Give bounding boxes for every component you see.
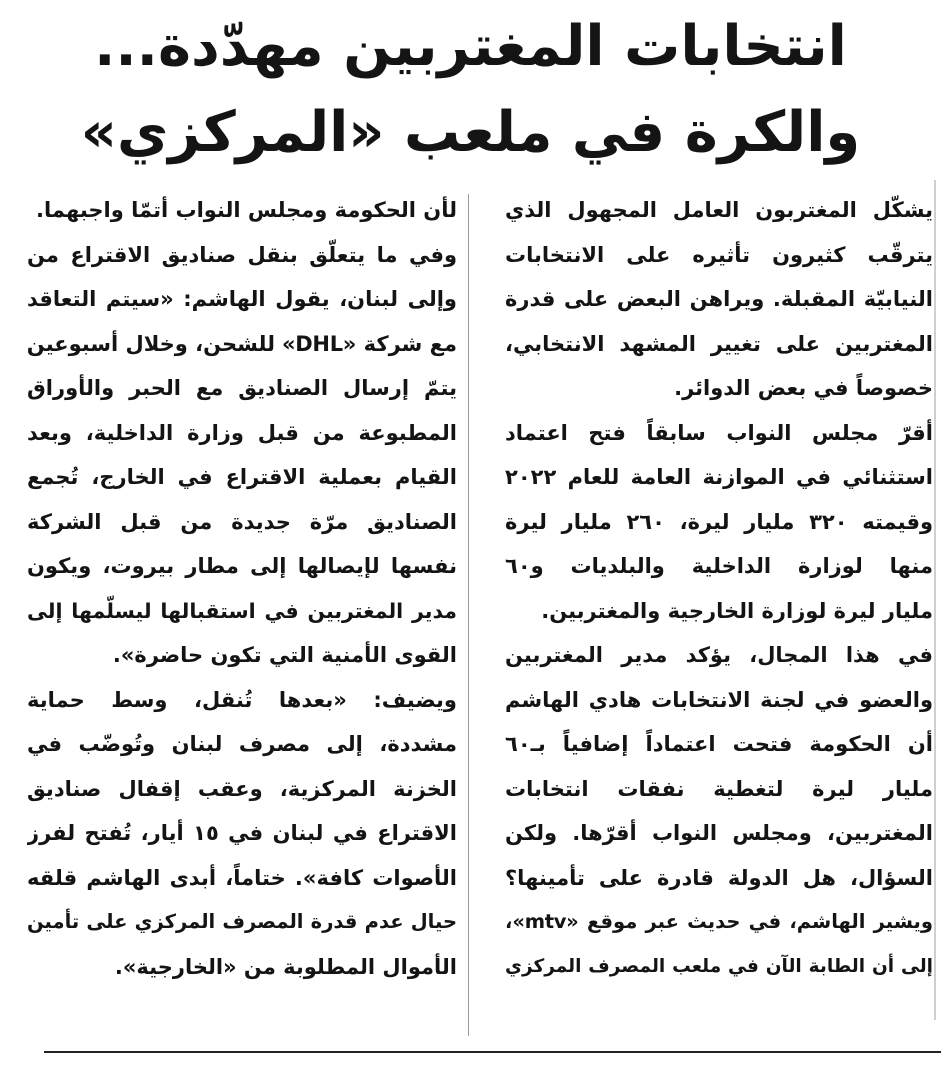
article-column-left bbox=[27, 188, 457, 1038]
text-line: وفي ما يتعلّق بنقل صناديق الاقتراع من bbox=[27, 242, 457, 267]
text-line: أقرّ مجلس النواب سابقاً فتح اعتماد bbox=[505, 420, 933, 445]
text-line: المغتربين، ومجلس النواب أقرّها. ولكن bbox=[505, 821, 933, 845]
text-line: وقيمته ٣٢٠ مليار ليرة، ٢٦٠ مليار ليرة bbox=[505, 509, 933, 534]
text-line: النيابيّة المقبلة. ويراهن البعض على قدرة bbox=[505, 287, 933, 311]
headline-line-1: انتخابات المغتربين مهدّدة... bbox=[94, 14, 847, 79]
text-line: ويشير الهاشم، في حديث عبر موقع «mtv»، bbox=[505, 910, 933, 933]
text-line: مع شركة «DHL» للشحن، وخلال أسبوعين bbox=[27, 331, 457, 356]
text-line: الاقتراع في لبنان في ١٥ أيار، تُفتح لفرز bbox=[27, 821, 457, 845]
text-line: مشددة، إلى مصرف لبنان وتُوضّب في bbox=[27, 732, 457, 756]
text-line: والعضو في لجنة الانتخابات هادي الهاشم bbox=[505, 687, 933, 712]
column-edge-rule bbox=[934, 180, 936, 1020]
text-line: المطبوعة من قبل وزارة الداخلية، وبعد bbox=[27, 420, 457, 445]
text-line: خصوصاً في بعض الدوائر. bbox=[674, 376, 933, 400]
headline bbox=[0, 4, 941, 176]
text-line: يشكّل المغتربون العامل المجهول الذي bbox=[505, 198, 933, 222]
text-line: الخزنة المركزية، وعقب إقفال صناديق bbox=[27, 776, 457, 801]
text-line: استثنائي في الموازنة العامة للعام ٢٠٢٢ bbox=[505, 465, 933, 489]
bottom-rule bbox=[44, 1051, 941, 1053]
column-divider bbox=[468, 194, 469, 1036]
text-line: مليار ليرة لتغطية نفقات انتخابات bbox=[505, 776, 933, 801]
text-line: الصناديق مرّة جديدة من قبل الشركة bbox=[27, 509, 457, 534]
text-line: يتمّ إرسال الصناديق مع الحبر والأوراق bbox=[27, 376, 457, 400]
text-line: أن الحكومة فتحت اعتماداً إضافياً بـ٦٠ bbox=[505, 732, 933, 756]
article-column-right bbox=[505, 188, 933, 1038]
text-line: حيال عدم قدرة المصرف المركزي على تأمين bbox=[27, 910, 457, 933]
text-line: ويضيف: «بعدها تُنقل، وسط حماية bbox=[27, 687, 457, 712]
text-line: لأن الحكومة ومجلس النواب أتمّا واجبهما. bbox=[36, 198, 457, 222]
text-line: مليار ليرة لوزارة الخارجية والمغتربين. bbox=[541, 598, 933, 623]
text-line: في هذا المجال، يؤكد مدير المغتربين bbox=[505, 643, 933, 667]
headline-line-2: والكرة في ملعب «المركزي» bbox=[80, 100, 861, 165]
text-line: يترقّب كثيرون تأثيره على الانتخابات bbox=[505, 242, 933, 267]
text-line: وإلى لبنان، يقول الهاشم: «سيتم التعاقد bbox=[27, 287, 457, 311]
text-line: القيام بعملية الاقتراع في الخارج، تُجمع bbox=[27, 465, 457, 489]
text-line: الأموال المطلوبة من «الخارجية». bbox=[114, 954, 457, 979]
text-line: المغتربين على تغيير المشهد الانتخابي، bbox=[505, 331, 933, 356]
text-line: نفسها لإيصالها إلى مطار بيروت، ويكون bbox=[27, 554, 457, 578]
text-line: منها لوزارة الداخلية والبلديات و٦٠ bbox=[505, 554, 933, 578]
text-line: السؤال، هل الدولة قادرة على تأمينها؟ bbox=[505, 865, 933, 890]
text-line: مدير المغتربين في استقبالها ليسلّمها إلى bbox=[27, 598, 457, 623]
text-line: القوى الأمنية التي تكون حاضرة». bbox=[112, 643, 457, 667]
text-line: الأصوات كافة». ختاماً، أبدى الهاشم قلقه bbox=[27, 865, 457, 890]
text-line: إلى أن الطابة الآن في ملعب المصرف المركزي bbox=[505, 955, 933, 977]
